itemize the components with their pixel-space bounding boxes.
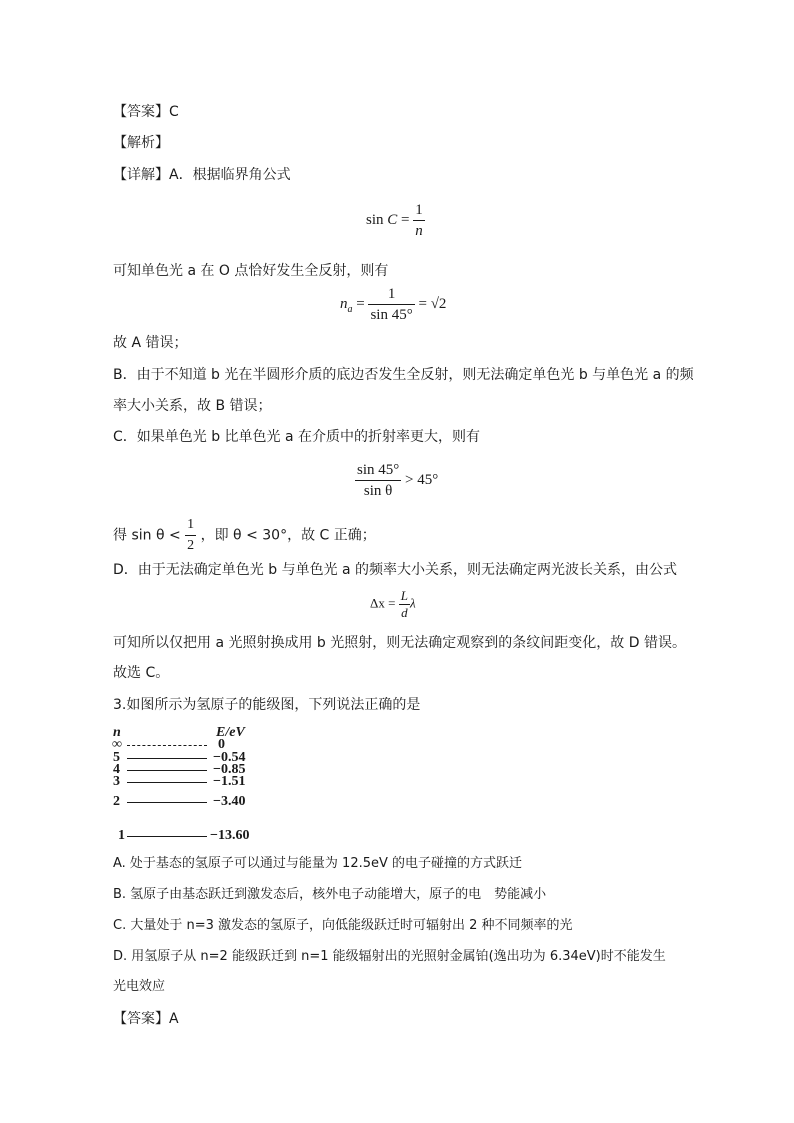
f1-eq: = [401,211,410,228]
option-d-line2: 光电效应 [113,979,166,994]
q3-answer-tag: 【答案】 [113,1011,169,1027]
d-line1: D．由于无法确定单色光 b 与单色光 a 的频率大小关系，则无法确定两光波长关系，由公式 [113,562,678,578]
answer-tag: 【答案】 [113,104,169,120]
level-n-2: 2 [113,794,120,809]
f3-fraction [355,460,401,501]
f2-n: n [340,295,348,312]
detail-line-a [113,166,291,184]
option-b: B. 氢原子由基态跃迁到激发态后，核外电子动能增大，原子的电 势能减小 [113,887,547,902]
level-line-1 [127,836,207,837]
f1-sin: sin [366,211,384,228]
formula-c [355,460,438,501]
choose-line: 故选 C。 [113,665,170,681]
f3-num: sin 45° [357,462,400,478]
f4-den: d [399,604,410,621]
q3-answer-value: A [169,1011,179,1027]
a-line2: 可知单色光 a 在 O 点恰好发生全反射，则有 [113,263,389,279]
f1-var: C [387,211,398,228]
level-e-2: −3.40 [213,794,246,809]
c-frac-den: 2 [185,535,196,556]
c-frac-num: 1 [187,517,195,532]
c-line2-post: ，即 θ < 30°，故 C 正确； [200,527,376,544]
level-e-1: −13.60 [210,828,250,843]
formula-fringe [370,588,416,621]
c-line2-pre: 得 sin θ < [113,527,181,544]
detail-tag: 【详解】 [113,167,169,183]
n-header: n [113,725,121,740]
option-d-line1: D. 用氢原子从 n=2 能级跃迁到 n=1 能级辐射出的光照射金属铂(逸出功为 6.34eV)时不能发生 [113,949,666,964]
f2-num: 1 [387,286,396,302]
level-line-3 [127,782,207,783]
answer-value: C [169,104,179,120]
c-half-fraction [185,515,196,556]
formula-critical-angle [366,200,425,241]
analysis-tag: 【解析】 [113,135,169,151]
level-line-4 [127,770,207,771]
level-n-1: 1 [118,828,125,843]
f1-den: n [413,220,425,241]
level-n-inf: ∞ [112,737,122,752]
b-line1: B．由于不知道 b 光在半圆形介质的底边否发生全反射，则无法确定单色光 b 与单色光 a 的频 [113,367,694,383]
level-line-5 [127,758,207,759]
f4-fraction [399,588,410,621]
e-header: E/eV [216,725,245,740]
level-e-inf: 0 [218,737,225,752]
d-line2: 可知所以仅把用 a 光照射换成用 b 光照射，则无法确定观察到的条纹间距变化，故 D 错误。 [113,635,686,651]
f2-fraction [368,284,414,325]
c-line1: C．如果单色光 b 比单色光 a 在介质中的折射率更大，则有 [113,429,481,445]
q3-answer-line [113,1010,179,1028]
level-e-5: −0.54 [213,750,246,765]
f3-rhs: > 45° [405,471,439,488]
f2-rhs: = √2 [418,295,447,312]
f1-num: 1 [415,202,423,218]
formula-na [340,284,446,325]
f4-rhs: λ [409,595,416,611]
f2-den: sin 45° [368,304,414,325]
level-e-4: −0.85 [213,762,246,777]
f2-sub: a [347,303,353,315]
level-line-inf [127,745,207,746]
c-line2 [113,515,376,556]
level-n-4: 4 [113,762,120,777]
level-n-3: 3 [113,774,120,789]
f3-den: sin θ [355,480,401,501]
f2-eq: = [356,295,365,312]
a-conclusion: 故 A 错误； [113,335,188,351]
q3-stem: 3.如图所示为氢原子的能级图，下列说法正确的是 [113,697,421,713]
level-n-5: 5 [113,750,120,765]
f4-lhs: Δx = [370,595,396,611]
option-a: A. 处于基态的氢原子可以通过与能量为 12.5eV 的电子碰撞的方式跃迁 [113,856,523,871]
answer-line [113,103,179,121]
option-c: C. 大量处于 n=3 激发态的氢原子，向低能级跃迁时可辐射出 2 种不同频率的光 [113,918,573,933]
level-line-2 [127,802,207,803]
level-e-3: −1.51 [213,774,246,789]
f1-fraction [413,200,425,241]
b-line2: 率大小关系，故 B 错误； [113,398,272,414]
a-intro: A．根据临界角公式 [169,167,291,183]
f4-num: L [400,588,408,603]
